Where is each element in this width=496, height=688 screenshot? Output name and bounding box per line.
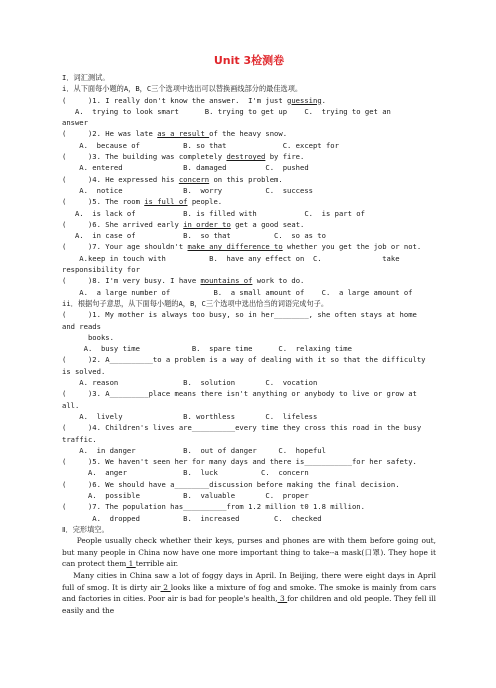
options: A. is lack of B. is filled with C. is part of <box>62 208 365 218</box>
question: ( )6. She arrived early in order to get a good seat. <box>62 219 305 229</box>
page-title: Unit 3检测卷 <box>213 54 285 67</box>
question: ( )1. My mother is always too busy, so in her________, she often stays at home <box>62 310 417 320</box>
section-heading: I．词汇测试。 <box>62 73 110 82</box>
options-cont: responsibility for <box>62 265 140 275</box>
cloze-paragraph: Many cities in China saw a lot of foggy days in April. In Beijing, there were eight days in April full of smog. It is dirty air 2 looks like a mixture of fog and smoke. The smoke is mainly from cars and factories in cities. Poor air is bad for people's health, 3 for children and old people. They fell ill easily and the <box>62 570 436 615</box>
question: ( )8. I'm very busy. I have mountains of work to do. <box>62 276 305 286</box>
question-cont: books. <box>62 332 114 342</box>
question: ( )7. Your age shouldn't make any difference to whether you get the job or not. <box>62 242 422 252</box>
question: ( )3. The building was completely destroyed by fire. <box>62 152 305 162</box>
question-cont: and reads <box>62 321 101 331</box>
question: ( )6. We should have a________discussion before making the final decision. <box>62 479 400 489</box>
question: ( )3. A_________place means there isn't anything or anybody to live or grow at <box>62 389 417 399</box>
question: ( )5. The room is full of people. <box>62 197 223 207</box>
cloze-paragraph: People usually check whether their keys, purses and phones are with them before going out, but many people in China now have one more important thing to take--a mask(口罩). They hope it can protect them 1 terrible air. <box>62 536 436 569</box>
question: ( )4. Children's lives are__________every time they cross this road in the busy <box>62 423 422 433</box>
question: ( )2. A__________to a problem is a way of dealing with it so that the difficulty <box>62 355 426 365</box>
options: A. a large number of B. a small amount of C. a large amount of <box>62 287 413 297</box>
options: A. in danger B. out of danger C. hopeful <box>62 445 326 455</box>
options-cont: answer <box>62 118 88 128</box>
options: A. because of B. so that C. except for <box>62 140 339 150</box>
question: ( )1. I really don't know the answer. I'm just guessing. <box>62 95 326 105</box>
question: ( )4. He expressed his concern on this problem. <box>62 174 283 184</box>
options: A. busy time B. spare time C. relaxing time <box>62 344 352 354</box>
section-heading: Ⅱ．完形填空。 <box>62 524 109 534</box>
question: ( )2. He was late as a result of the heavy snow. <box>62 129 288 139</box>
options: A. reason B. solution C. vocation <box>62 378 318 388</box>
question-cont: all. <box>62 400 80 410</box>
options: A. anger B. luck C. concern <box>62 468 309 478</box>
options: A. notice B. worry C. success <box>62 185 313 195</box>
options: A. entered B. damaged C. pushed <box>62 163 309 173</box>
question-cont: traffic. <box>62 434 97 444</box>
question-cont: is solved. <box>62 366 106 376</box>
options: A.keep in touch with B. have any effect on C. take <box>62 253 400 263</box>
question: ( )5. We haven't seen her for many days and there is___________for her safety. <box>62 457 417 467</box>
options: A. lively B. worthless C. lifeless <box>62 411 318 421</box>
options: A. in case of B. so that C. so as to <box>62 231 326 241</box>
options: A. trying to look smart B. trying to get up C. trying to get an <box>62 106 391 116</box>
question: ( )7. The population has__________from 1.2 million t0 1.8 million. <box>62 502 365 512</box>
instruction: i．从下面每小题的A，B，C三个选项中选出可以替换画线部分的最佳选项。 <box>62 84 303 94</box>
options: A. possible B. valuable C. proper <box>62 490 309 500</box>
options: A. dropped B. increased C. checked <box>62 513 322 523</box>
instruction: ii．根据句子意思，从下面每小题的A，B，C三个选项中选出恰当的词语完成句子。 <box>62 298 329 308</box>
